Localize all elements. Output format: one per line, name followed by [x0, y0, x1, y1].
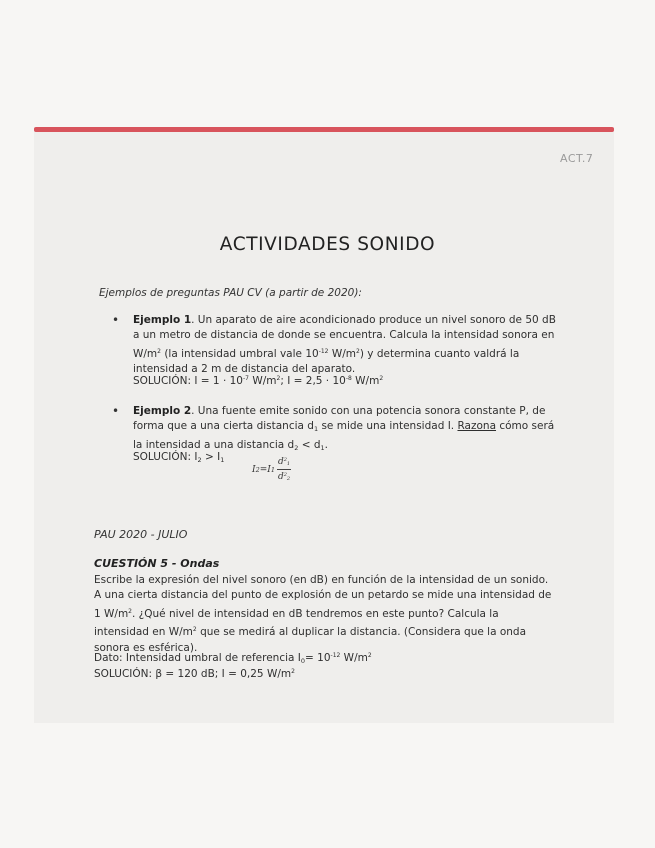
- page-title: ACTIVIDADES SONIDO: [219, 234, 436, 255]
- cuestion-dato: Dato: Intensidad umbral de referencia $I_0= 10^{-12}$ $W/m^2$: [94, 652, 372, 665]
- intro-text: Ejemplos de preguntas PAU CV (a partir de 2020):: [99, 287, 362, 299]
- bullet-ejemplo-1: •: [112, 313, 120, 327]
- header-rule: [34, 127, 614, 132]
- formula-fraction: $\frac{d^2_1}{d^2_2}$: [277, 457, 291, 482]
- bullet-ejemplo-2: •: [112, 404, 120, 418]
- pau-heading: PAU 2020 - JULIO: [94, 528, 188, 541]
- ejemplo-1-label: Ejemplo 1: [133, 314, 192, 326]
- ejemplo-2-text: Ejemplo 2. Una fuente emite sonido con una potencia sonora constante P, de forma que a una cierta distancia $d_1$ se mide una intensidad I. Razona cómo será la intensidad a una distancia $d_2 < d_1$.: [133, 405, 555, 452]
- cuestion-solution: SOLUCIÓN: β = 120 dB; I = 0,25 $W/m^2$: [94, 668, 295, 680]
- ejemplo-1-solution: SOLUCIÓN: $I = 1 \cdot 10^{-7}$ $W/m^2$; $I = 2,5 \cdot 10^{-8}$ $W/m^2$: [133, 375, 384, 387]
- ejemplo-2-label: Ejemplo 2: [133, 405, 192, 417]
- cuestion-text: Escribe la expresión del nivel sonoro (en dB) en función de la intensidad de un sonido. A una cierta distancia del punto de explosión de un petardo se mide una intensidad de 1 $W/m^2$. ¿Qué nivel de intensidad en dB tendremos en este punto? Calcula la intensidad en $W/m^2$ que se medirá al duplicar la distancia. (Considera que la onda sonora es esférica).: [94, 574, 552, 654]
- act-tag: ACT.7: [560, 152, 594, 165]
- intensity-formula: I 2 =I 1 $\frac{d^2_1}{d^2_2}$: [252, 457, 291, 482]
- cuestion-heading: CUESTIÓN 5 - Ondas: [94, 557, 220, 570]
- razona-word: Razona: [457, 420, 497, 433]
- ejemplo-2-solution: SOLUCIÓN: $I_2 > I_1$: [133, 451, 225, 464]
- ejemplo-1-text: Ejemplo 1. Un aparato de aire acondicionado produce un nivel sonoro de 50 dB a un metro de distancia de donde se encuentra. Calcula la intensidad sonora en $W/m^2$ (la intensidad umbral vale $10^{-12}$ $W/m^2$) y determina cuanto valdrá la intensidad a 2 m de distancia del aparato.: [133, 314, 556, 376]
